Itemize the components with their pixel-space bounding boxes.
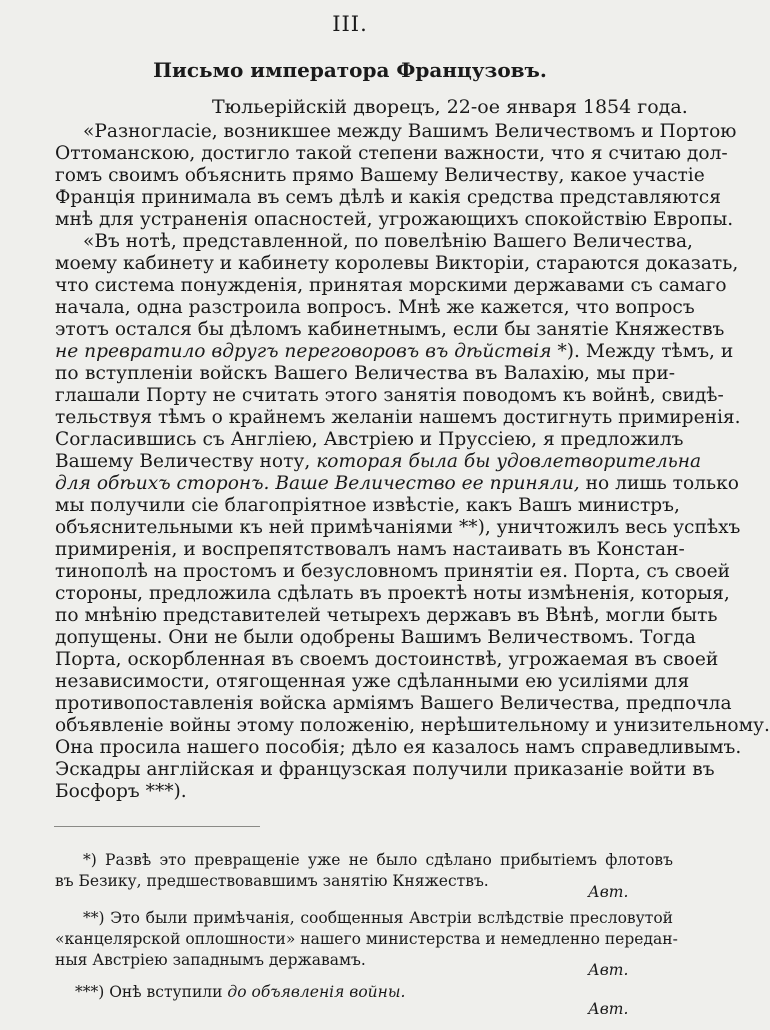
body-text: но лишь только	[579, 473, 739, 494]
body-line: «Въ нотѣ, представленной, по повелѣнію Вашего Величества,	[83, 231, 693, 252]
body-line: Она просила нашего пособія; дѣло ея казалось намъ справедливымъ.	[55, 737, 742, 758]
body-line: объявленіе войны этому положенію, нерѣшительному и унизительному.	[55, 715, 770, 736]
italic-phrase: для обѣихъ сторонъ. Ваше Величество ее приняли,	[55, 473, 580, 494]
chapter-number: III.	[332, 12, 368, 36]
body-line	[55, 451, 702, 473]
footnote-line: *) Развѣ это превращеніе уже не было сдѣлано прибытіемъ флотовъ	[83, 851, 673, 869]
footnote-line: **) Это были примѣчанія, сообщенныя Австріи вслѣдствіе пресловутой	[83, 909, 673, 927]
body-line: моему кабинету и кабинету королевы Викторіи, стараются доказать,	[55, 253, 739, 274]
footnote-line: въ Безику, предшествовавшимъ занятію Княжествъ.	[55, 872, 489, 890]
body-line: стороны, предложила сдѣлать въ проектѣ ноты измѣненія, которыя,	[55, 583, 730, 604]
author-note: Авт.	[588, 1000, 629, 1018]
body-line: мы получили сіе благопріятное извѣстіе, какъ Вашъ министръ,	[55, 495, 680, 516]
body-line: по мнѣнію представителей четырехъ державъ въ Вѣнѣ, могли быть	[55, 605, 718, 626]
body-line: объяснительными къ ней примѣчаніями **), уничтожилъ весь успѣхъ	[55, 517, 741, 538]
body-line	[55, 473, 739, 495]
body-line: допущены. Они не были одобрены Вашимъ Величествомъ. Тогда	[55, 627, 696, 648]
letter-title: Письмо императора Французовъ.	[153, 58, 547, 82]
body-line: тинополѣ на простомъ и безусловномъ принятіи ея. Порта, съ своей	[55, 561, 731, 582]
dateline: Тюльерійскій дворецъ, 22-ое января 1854 года.	[212, 96, 688, 118]
body-line: Франція принимала въ семъ дѣлѣ и какія средства представляются	[55, 187, 721, 208]
italic-phrase: не превратило вдругъ переговоровъ въ дѣйствія	[55, 341, 552, 362]
body-line: глашали Порту не считать этого занятія поводомъ къ войнѣ, свидѣ-	[55, 385, 724, 406]
body-line: Оттоманскою, достигло такой степени важности, что я считаю дол-	[55, 143, 728, 164]
body-line: противопоставленія войска арміямъ Вашего Величества, предпочла	[55, 693, 732, 714]
body-line: тельствуя тѣмъ о крайнемъ желаніи нашемъ достигнуть примиренія.	[55, 407, 741, 428]
author-note: Авт.	[588, 883, 629, 901]
footnote-2	[55, 908, 678, 971]
body-text: Вашему Величеству ноту,	[55, 451, 317, 472]
body-line: Порта, оскорбленная въ своемъ достоинствѣ, угрожаемая въ своей	[55, 649, 719, 670]
body-line: начала, одна разстроила вопросъ. Мнѣ же кажется, что вопросъ	[55, 297, 695, 318]
body-line: что система понужденія, принятая морскими державами съ самаго	[55, 275, 727, 296]
italic-phrase: до объявленія войны.	[227, 983, 406, 1001]
body-line: Согласившись съ Англіею, Австріею и Пруссіею, я предложилъ	[55, 429, 684, 450]
body-line: независимости, отягощенная уже сдѣланными ею усиліями для	[55, 671, 690, 692]
footnote-3	[55, 982, 673, 1003]
footnote-1	[55, 850, 673, 892]
body-line: Эскадры англійская и французская получили приказаніе войти въ	[55, 759, 715, 780]
body-line: Босфоръ ***).	[55, 781, 187, 802]
body-line: примиренія, и воспрепятствовалъ намъ настаивать въ Констан-	[55, 539, 685, 560]
body-line	[55, 341, 734, 363]
body-text: *). Между тѣмъ, и	[551, 341, 734, 362]
body-line: «Разногласіе, возникшее между Вашимъ Величествомъ и Портою	[83, 121, 737, 142]
author-note: Авт.	[588, 961, 629, 979]
footnote-divider	[54, 826, 260, 827]
italic-phrase: которая была бы удовлетворительна	[316, 451, 702, 472]
body-line: этотъ остался бы дѣломъ кабинетнымъ, если бы занятіе Княжествъ	[55, 319, 725, 340]
footnote-line	[55, 982, 673, 1003]
body-line: мнѣ для устраненія опасностей, угрожающихъ спокойствію Европы.	[55, 209, 734, 230]
letter-body	[55, 121, 770, 803]
footnote-line: «канцелярской оплошности» нашего министерства и немедленно передан-	[55, 930, 678, 948]
footnote-line: ныя Австріею западнымъ державамъ.	[55, 951, 366, 969]
body-line: по вступленіи войскъ Вашего Величества въ Валахію, мы при-	[55, 363, 675, 384]
body-line: гомъ своимъ объяснить прямо Вашему Величеству, какое участіе	[55, 165, 705, 186]
footnote-text: ***) Онѣ вступили	[75, 983, 228, 1001]
